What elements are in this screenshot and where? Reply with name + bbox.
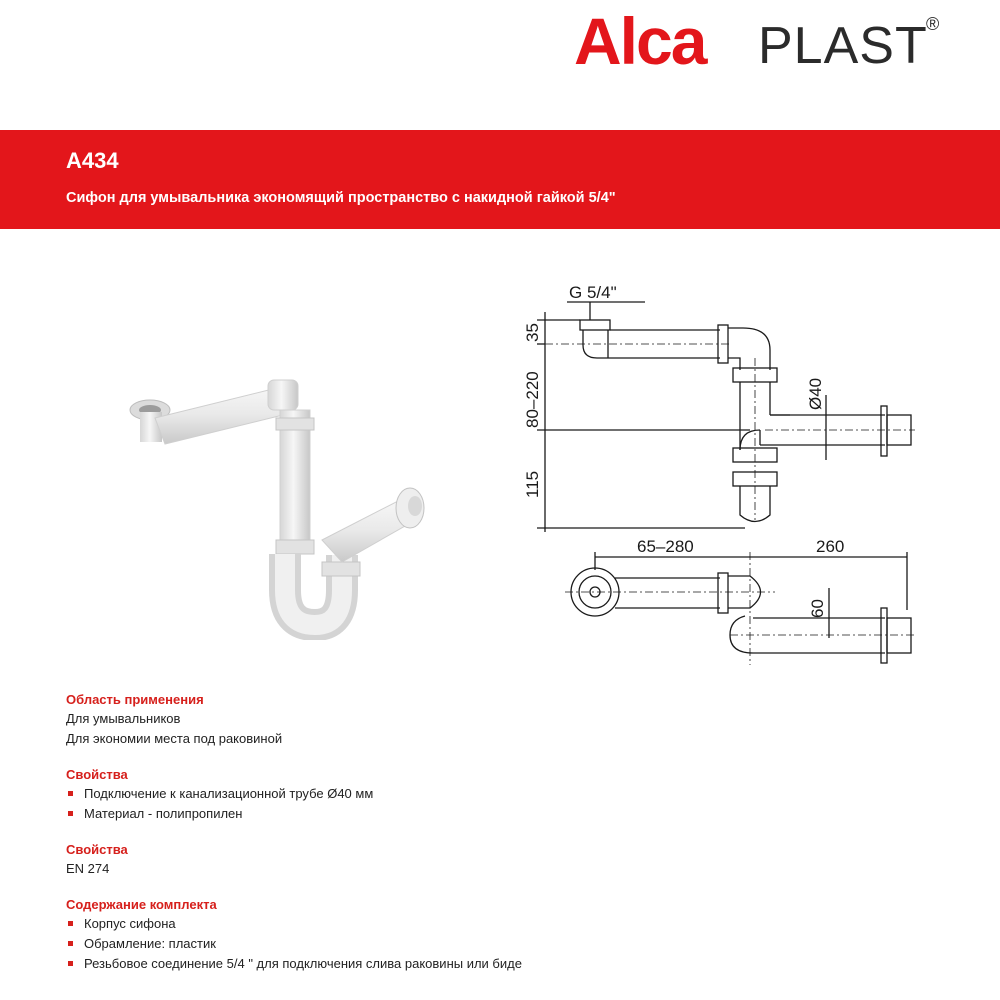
section-contents-title: Содержание комплекта	[66, 897, 217, 912]
standards-line: EN 274	[66, 861, 110, 876]
section-properties	[66, 767, 766, 824]
dim-35: 35	[523, 323, 542, 342]
section-application-title: Область применения	[66, 692, 204, 707]
application-line: Для экономии места под раковиной	[66, 731, 283, 746]
dim-65-280: 65–280	[637, 537, 694, 556]
contents-item: Резьбовое соединение 5/4 " для подключения слива раковины или биде	[66, 954, 766, 974]
contents-item: Обрамление: пластик	[66, 934, 766, 954]
product-header-banner	[0, 130, 1000, 229]
contents-item: Корпус сифона	[66, 914, 766, 934]
logo-plast-text: PLAST	[758, 17, 928, 75]
siphon-product-photo	[110, 340, 450, 640]
section-application	[66, 692, 766, 749]
section-contents	[66, 897, 766, 974]
product-code: A434	[66, 148, 119, 173]
product-specs	[66, 692, 766, 992]
logo-alca-text: Alca	[574, 4, 706, 78]
dim-diameter-40: Ø40	[806, 377, 825, 410]
properties-item: Подключение к канализационной трубе Ø40 мм	[66, 784, 766, 804]
application-line: Для умывальников	[66, 711, 181, 726]
properties-item: Материал - полипропилен	[66, 804, 766, 824]
dim-60: 60	[808, 599, 827, 618]
dim-thread-label: G 5/4"	[569, 283, 617, 302]
dim-80-220: 80–220	[523, 371, 542, 428]
dim-115: 115	[523, 470, 542, 498]
section-standards	[66, 842, 766, 879]
section-properties-title: Свойства	[66, 767, 128, 782]
product-description: Сифон для умывальника экономящий пространство с накидной гайкой 5/4"	[66, 190, 616, 206]
technical-drawing	[515, 270, 935, 670]
dim-260: 260	[816, 537, 845, 556]
logo-registered-mark: ®	[926, 14, 940, 34]
section-standards-title: Свойства	[66, 842, 128, 857]
